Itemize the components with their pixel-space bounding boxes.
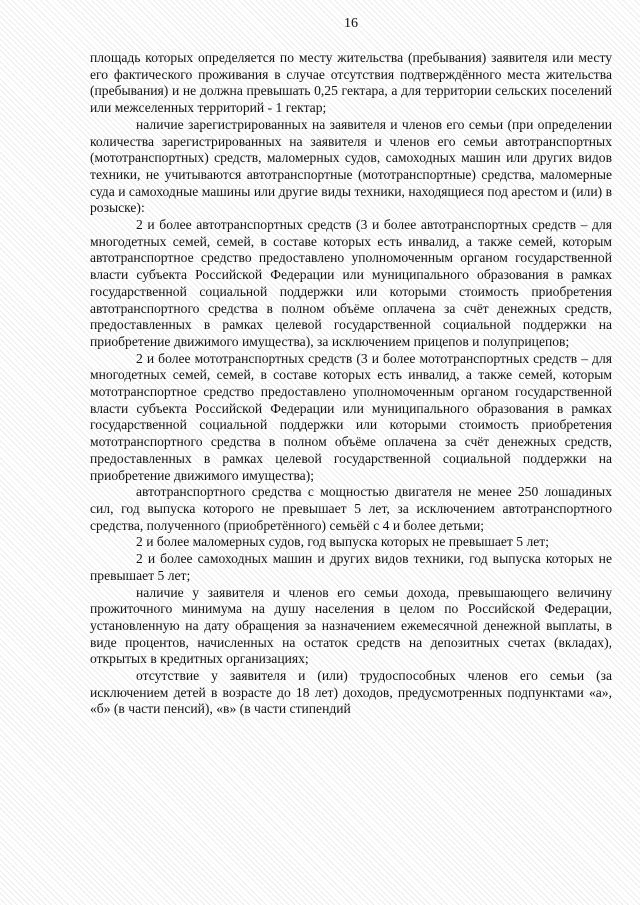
paragraph-deposit-income: наличие у заявителя и членов его семьи дохода, превышающего величину прожиточного минимума на душу населения в целом по Российской Федерации, установленную на дату обращения за назначением ежемесячной денежной выплаты, в виде процентов, начисленных на остаток средств на депозитных счетах (вкладах), открытых в кредитных организациях; bbox=[90, 584, 612, 667]
page-number: 16 bbox=[344, 16, 358, 31]
paragraph-cars: 2 и более автотранспортных средств (3 и более автотранспортных средств – для многодетных семей, семей, в составе которых есть инвалид, а также семей, которым автотранспортное средство предоставлено уполномоченным органом государственной власти субъекта Российской Федерации или муниципального образования в рамках государственной социальной поддержки или которыми стоимость приобретения автотранспортного средства в полном объёме оплачена за счёт денежных средств, предоставленных в рамках целевой государственной социальной поддержки на приобретение движимого имущества), за исключением прицепов и полуприцепов; bbox=[90, 217, 612, 349]
paragraph-small-vessels: 2 и более маломерных судов, год выпуска которых не превышает 5 лет; bbox=[136, 534, 550, 550]
paragraph-motorcycles: 2 и более мототранспортных средств (3 и более мототранспортных средств – для многодетных семей, семей, в составе которых есть инвалид, а также семей, которым мототранспортное средство предоставлено уполномоченным органом государственной власти субъекта Российской Федерации или муниципального образования в рамках государственной социальной поддержки или которыми стоимость приобретения мототранспортного средства в полном объёме оплачена за счёт денежных средств, предоставленных в рамках целевой государственной социальной поддержки на приобретение движимого имущества); bbox=[90, 350, 612, 483]
paragraph-self-propelled-machines: 2 и более самоходных машин и других видов техники, год выпуска которых не превышает 5 лет; bbox=[90, 551, 612, 583]
paragraph-engine-power: автотранспортного средства с мощностью двигателя не менее 250 лошадиных сил, год выпуска которого не превышает 5 лет, за исключением автотранспортного средства, полученного (приобретённого) семьёй с 4 и более детьми; bbox=[90, 484, 612, 533]
paragraph-land-area: площадь которых определяется по месту жительства (пребывания) заявителя или месту его фактического проживания в случае отсутствия подтверждённого места жительства (пребывания) и не должна превышать 0,25 гектара, а для территории сельских поселений или межселенных территорий - 1 гектар; bbox=[90, 50, 612, 116]
paragraph-absence-of-income: отсутствие у заявителя и (или) трудоспособных членов его семьи (за исключением детей в возрасте до 18 лет) доходов, предусмотренных подпунктами «а», «б» (в части пенсий), «в» (в части стипендий bbox=[90, 668, 612, 717]
paragraph-registered-vehicles: наличие зарегистрированных на заявителя и членов его семьи (при определении количества зарегистрированных на заявителя и членов его семьи автотранспортных (мототранспортных) средств, маломерных судов, самоходных машин или других видов техники, не учитываются автотранспортные (мототранспортные) средства, маломерные суда и самоходные машины или другие виды техники, находящиеся под арестом и (или) в розыске): bbox=[90, 116, 612, 216]
